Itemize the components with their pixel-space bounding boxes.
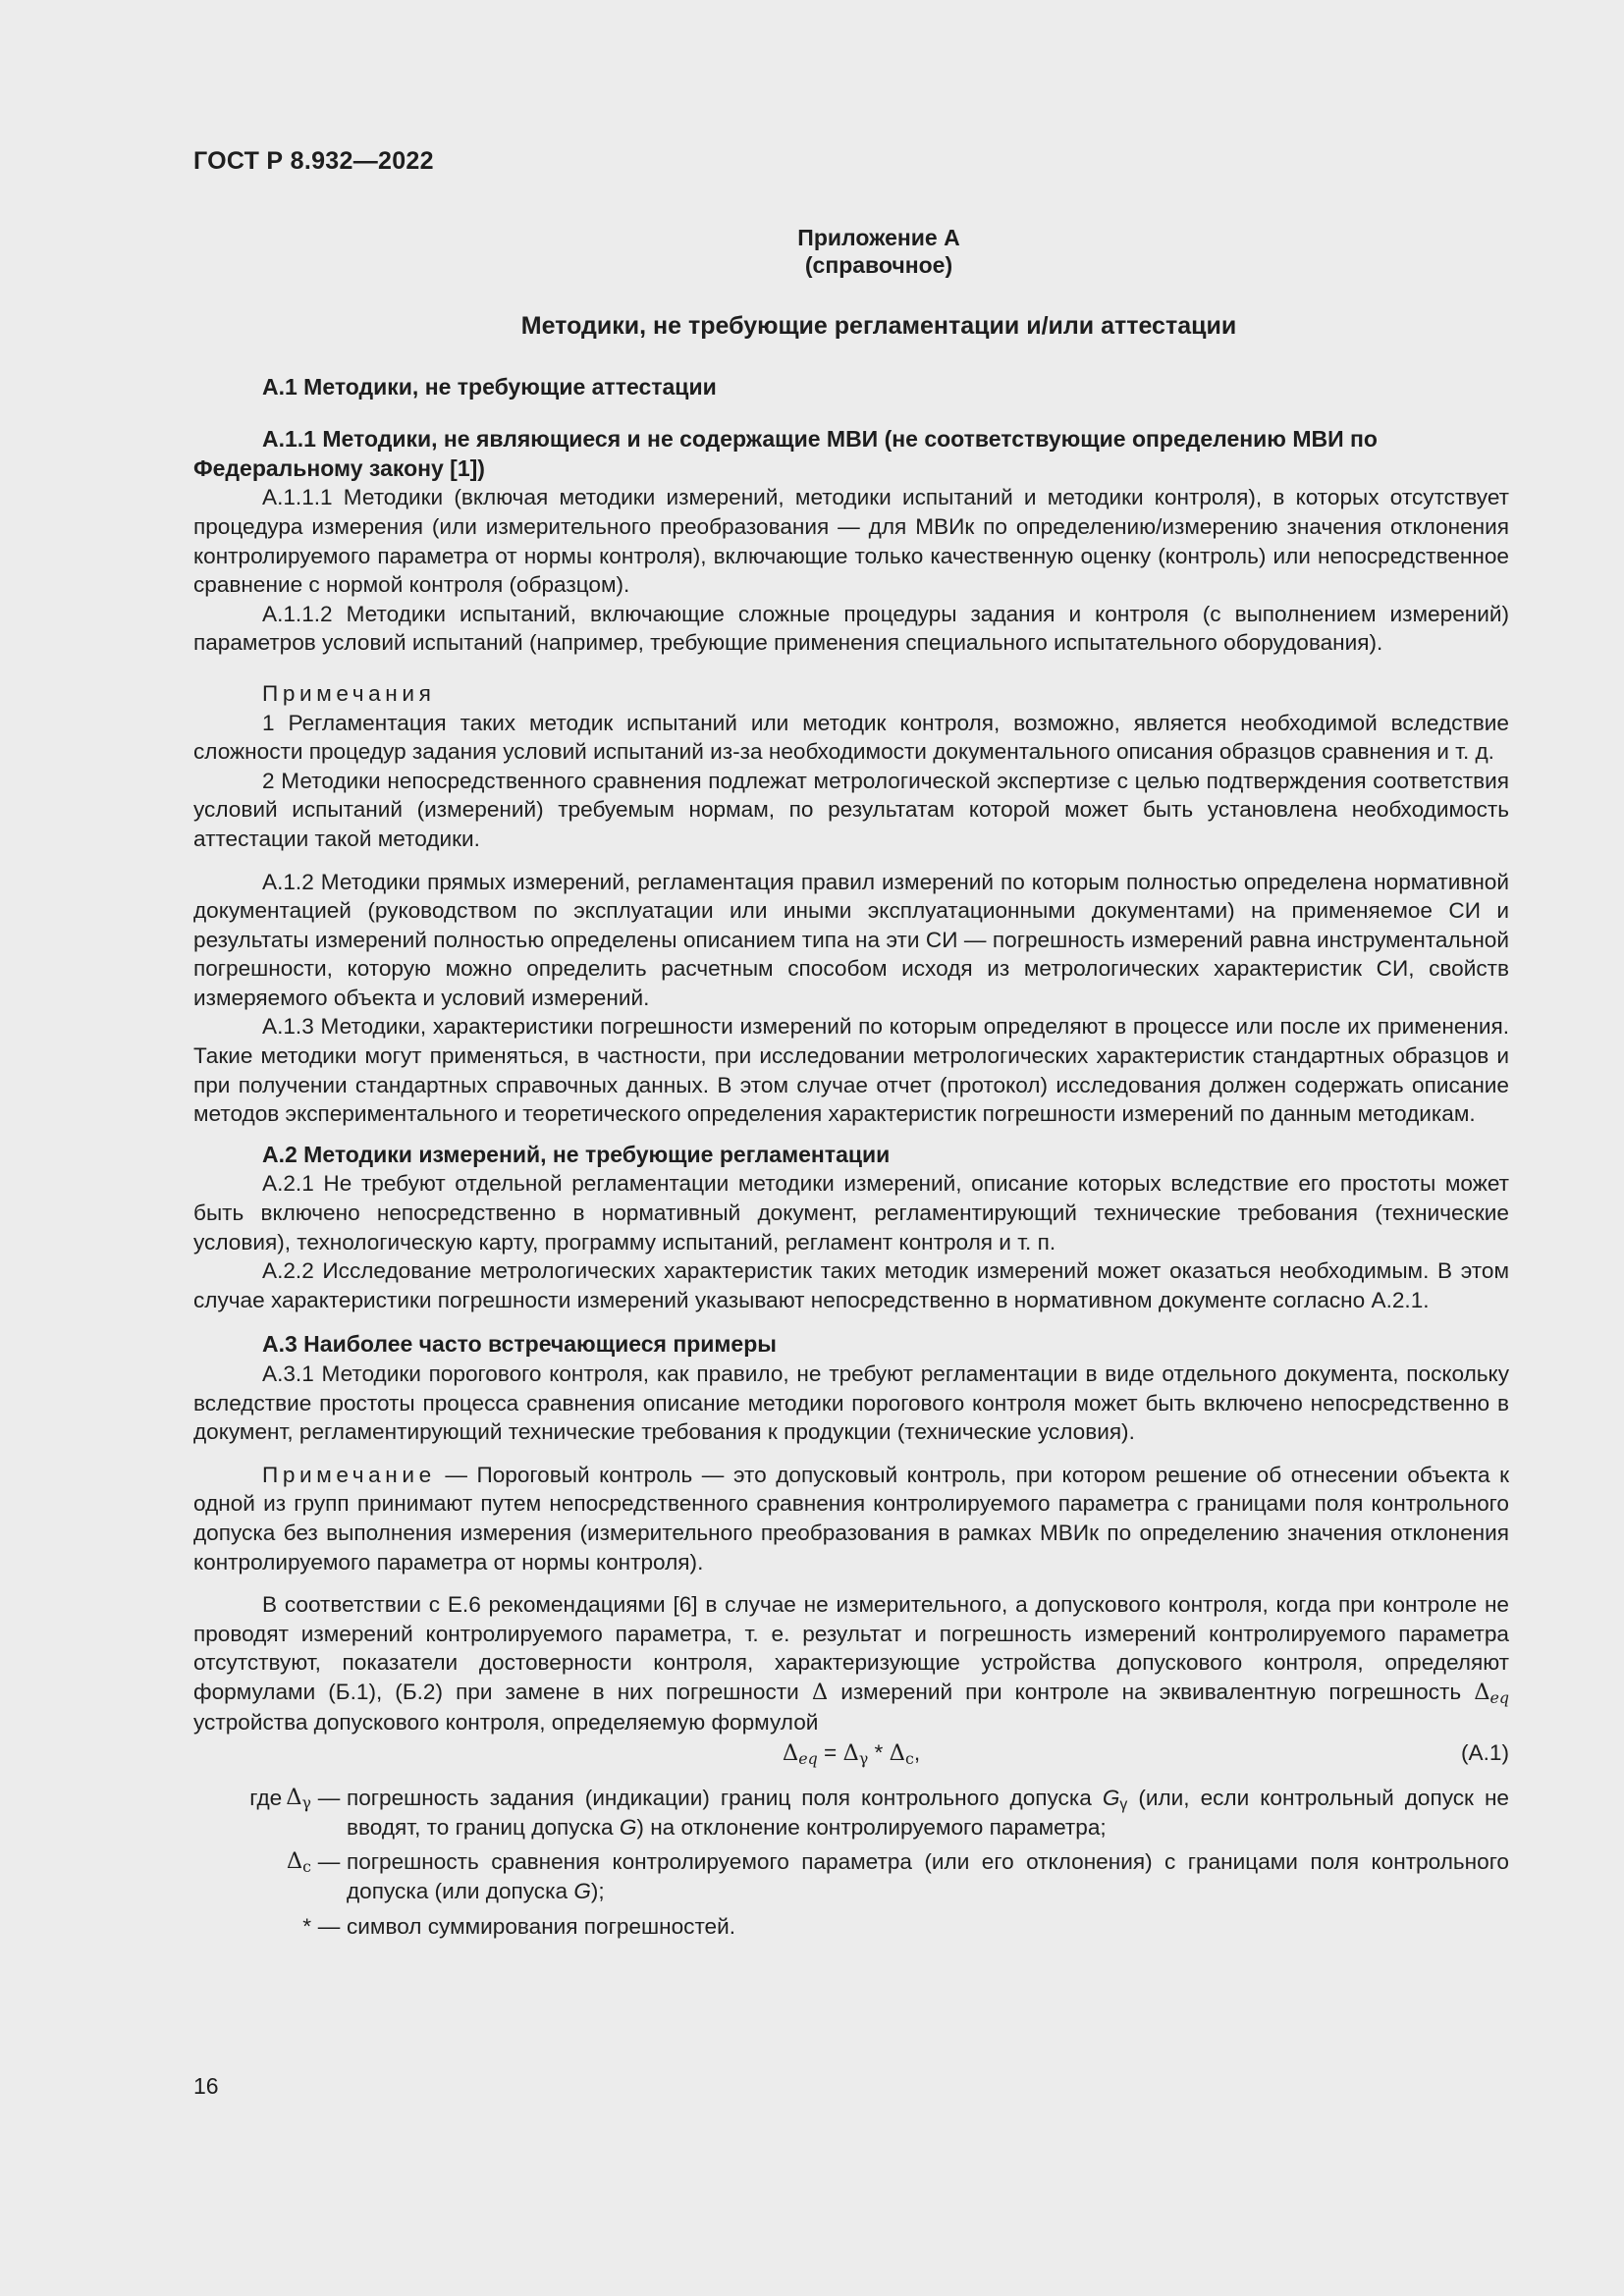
note-3-text: — Пороговый контроль — это допусковый контроль, при котором решение об отнесении объекта к одной из групп принимают путем непосредственного сравнения контролируемого параметра с границами поля контрольного допуска без выполнения измерения (измерительного преобразования в рамках МВИк по определению значения отклонения контролируемого параметра от нормы контроля). — [193, 1462, 1509, 1575]
definition-dash: — — [317, 1913, 341, 1939]
where-word: где — [249, 1786, 283, 1811]
formula-sub-gamma: γ — [858, 1749, 869, 1769]
def-c-g: G — [573, 1878, 591, 1903]
definitions-list — [193, 1784, 1509, 1941]
formula-a1 — [193, 1738, 1509, 1768]
paragraph-a12: А.1.2 Методики прямых измерений, регламентация правил измерений по которым полностью определена нормативной документацией (руководством по эксплуатации или иными эксплуатационными документами) на применяемое СИ и результаты измерений полностью определены описанием типа на эти СИ — погрешность измерений равна инструментальной погрешности, которую можно определить расчетным способом исходя из метрологических характеристик СИ, свойств измеряемого объекта и условий измерений. — [193, 869, 1509, 1010]
document-code: ГОСТ Р 8.932—2022 — [193, 147, 434, 175]
paragraph-a22: А.2.2 Исследование метрологических характеристик таких методик измерений может оказаться необходимым. В этом случае характеристики погрешности измерений указывают непосредственно в нормативном документе согласно А.2.1. — [193, 1258, 1509, 1312]
paragraph-a112: А.1.1.2 Методики испытаний, включающие сложные процедуры задания и контроля (с выполнением измерений) параметров условий испытаний (например, требующие применения специального испытательного оборудования). — [193, 601, 1509, 656]
formula-equals: = — [824, 1740, 838, 1766]
paragraph-a13: А.1.3 Методики, характеристики погрешности измерений по которым определяют в процессе или после их применения. Такие методики могут применяться, в частности, при исследовании метрологических характеристик стандартных образцов и при получении стандартных справочных данных. В этом случае отчет (протокол) исследования должен содержать описание методов экспериментального и теоретического определения характеристик погрешности измерений по данным методикам. — [193, 1014, 1509, 1127]
definition-dash: — — [317, 1786, 341, 1811]
page-number: 16 — [193, 2073, 219, 2099]
def-gamma-text-1: погрешность задания (индикации) границ поля контрольного допуска — [347, 1786, 1092, 1811]
conclusion-part-2: измерений при контроле на эквивалентную погрешность — [840, 1679, 1462, 1704]
formula-delta-c — [889, 1740, 914, 1769]
section-a1-heading: А.1 Методики, не требующие аттестации — [262, 373, 717, 400]
conclusion-part-1: В соответствии с Е.6 рекомендациями [6] в случае не измерительного, а допускового контроля, когда при контроле не проводят измерений контролируемого параметра, т. е. результат и погрешность измерений контролируемого параметра отсутствуют, показатели достоверности контроля, характеризующие устройства допускового контроля, определяют формулами (Б.1), (Б.2) при замене в них погрешности — [193, 1592, 1509, 1704]
def-delta-1: Δ — [286, 1785, 302, 1811]
def-gamma-g: G — [1102, 1786, 1120, 1811]
def-gamma-text-2: (или, если контрольный допуск не вводят, то границ допуска — [347, 1786, 1509, 1840]
paragraph-conclusion — [193, 1590, 1509, 1736]
delta-eq-sub: eq — [1489, 1687, 1510, 1707]
paragraph-a31: А.3.1 Методики порогового контроля, как правило, не требуют регламентации в виде отдельного документа, поскольку вследствие простоты процесса сравнения описание методики порогового контроля может быть включено непосредственно в документ, регламентирующий технические требования к продукции (технические условия). — [193, 1362, 1509, 1445]
appendix-title: Приложение А — [797, 225, 960, 250]
def-gamma-text-3: ) на отклонение контролируемого параметра; — [636, 1814, 1107, 1840]
formula-delta-gamma — [842, 1740, 869, 1769]
definition-lead — [193, 1784, 311, 1813]
definition-text: символ суммирования погрешностей. — [347, 1913, 736, 1939]
formula-star: * — [874, 1740, 884, 1766]
definition-text — [347, 1784, 1509, 1842]
def-symbol-star: * — [302, 1913, 311, 1939]
definition-text — [347, 1847, 1509, 1905]
formula-delta-1: Δ — [782, 1740, 799, 1767]
def-sub-gamma: γ — [301, 1793, 311, 1813]
section-a3-heading: А.3 Наиболее часто встречающиеся примеры — [262, 1331, 777, 1358]
def-gamma-g-sub: γ — [1119, 1796, 1128, 1814]
delta-eq-delta: Δ — [1474, 1679, 1490, 1705]
formula-lhs — [782, 1740, 818, 1769]
notes-label — [193, 679, 1509, 709]
delta-eq-symbol — [1474, 1680, 1509, 1705]
formula-number: (А.1) — [1461, 1740, 1509, 1766]
def-delta-2: Δ — [286, 1848, 303, 1875]
definition-delta-c — [193, 1847, 1509, 1905]
conclusion-part-3: устройства допускового контроля, определяемую формулой — [193, 1709, 819, 1735]
note-1: 1 Регламентация таких методик испытаний или методик контроля, возможно, является необходимой вследствие сложности процедур задания условий испытаний из-за необходимости документального описания образцов сравнения и т. д. — [193, 710, 1509, 765]
def-c-text-1: погрешность сравнения контролируемого параметра (или его отклонения) с границами поля контрольного допуска (или допуска — [347, 1849, 1509, 1903]
delta-symbol: Δ — [811, 1679, 829, 1705]
def-c-text-2: ); — [590, 1878, 605, 1903]
note-2: 2 Методики непосредственного сравнения подлежат метрологической экспертизе с целью подтверждения соответствия условий испытаний (измерений) требуемым нормам, по результатам которой может быть установлена необходимость аттестации такой методики. — [193, 768, 1509, 851]
section-a2-heading: А.2 Методики измерений, не требующие регламентации — [262, 1141, 891, 1167]
paragraph-a21: А.2.1 Не требуют отдельной регламентации методики измерений, описание которых вследствие его простоты может быть включено непосредственно в нормативный документ, регламентирующий технические требования (технические условия), технологическую карту, программу испытаний, регламент контроля и т. п. — [193, 1171, 1509, 1255]
formula-delta-3: Δ — [889, 1740, 905, 1767]
def-symbol-delta-c — [287, 1847, 311, 1877]
appendix-subtitle: (справочное) — [804, 252, 953, 278]
note-3 — [193, 1461, 1509, 1576]
formula-sub-c: c — [904, 1749, 914, 1769]
formula-sub-eq: eq — [798, 1749, 818, 1769]
def-sub-c: c — [302, 1857, 311, 1877]
def-symbol-delta-gamma — [286, 1784, 311, 1813]
definition-delta-gamma — [193, 1784, 1509, 1842]
notes-label-text: Примечания — [262, 680, 436, 706]
def-gamma-g-2: G — [619, 1814, 637, 1840]
formula-comma: , — [913, 1740, 921, 1766]
definition-lead — [193, 1912, 311, 1942]
formula-delta-2: Δ — [842, 1740, 859, 1767]
paragraph-a111: А.1.1.1 Методики (включая методики измерений, методики испытаний и методики контроля), в которых отсутствует процедура измерения (или измерительного преобразования — для МВИк по определению/измерению значения отклонения контролируемого параметра от нормы контроля), включающие только качественную оценку (контроль) или непосредственное сравнение с нормой контроля (образцом). — [193, 485, 1509, 598]
definition-lead — [193, 1847, 311, 1877]
page-content — [193, 224, 1509, 1947]
definition-star — [193, 1912, 1509, 1942]
definition-dash: — — [317, 1849, 341, 1875]
appendix-heading: Методики, не требующие регламентации и/или аттестации — [520, 312, 1237, 340]
section-a11-heading: А.1.1 Методики, не являющиеся и не содержащие МВИ (не соответствующие определению МВИ по Федеральному закону [1]) — [193, 426, 1378, 481]
note-3-label: Примечание — [262, 1462, 436, 1487]
